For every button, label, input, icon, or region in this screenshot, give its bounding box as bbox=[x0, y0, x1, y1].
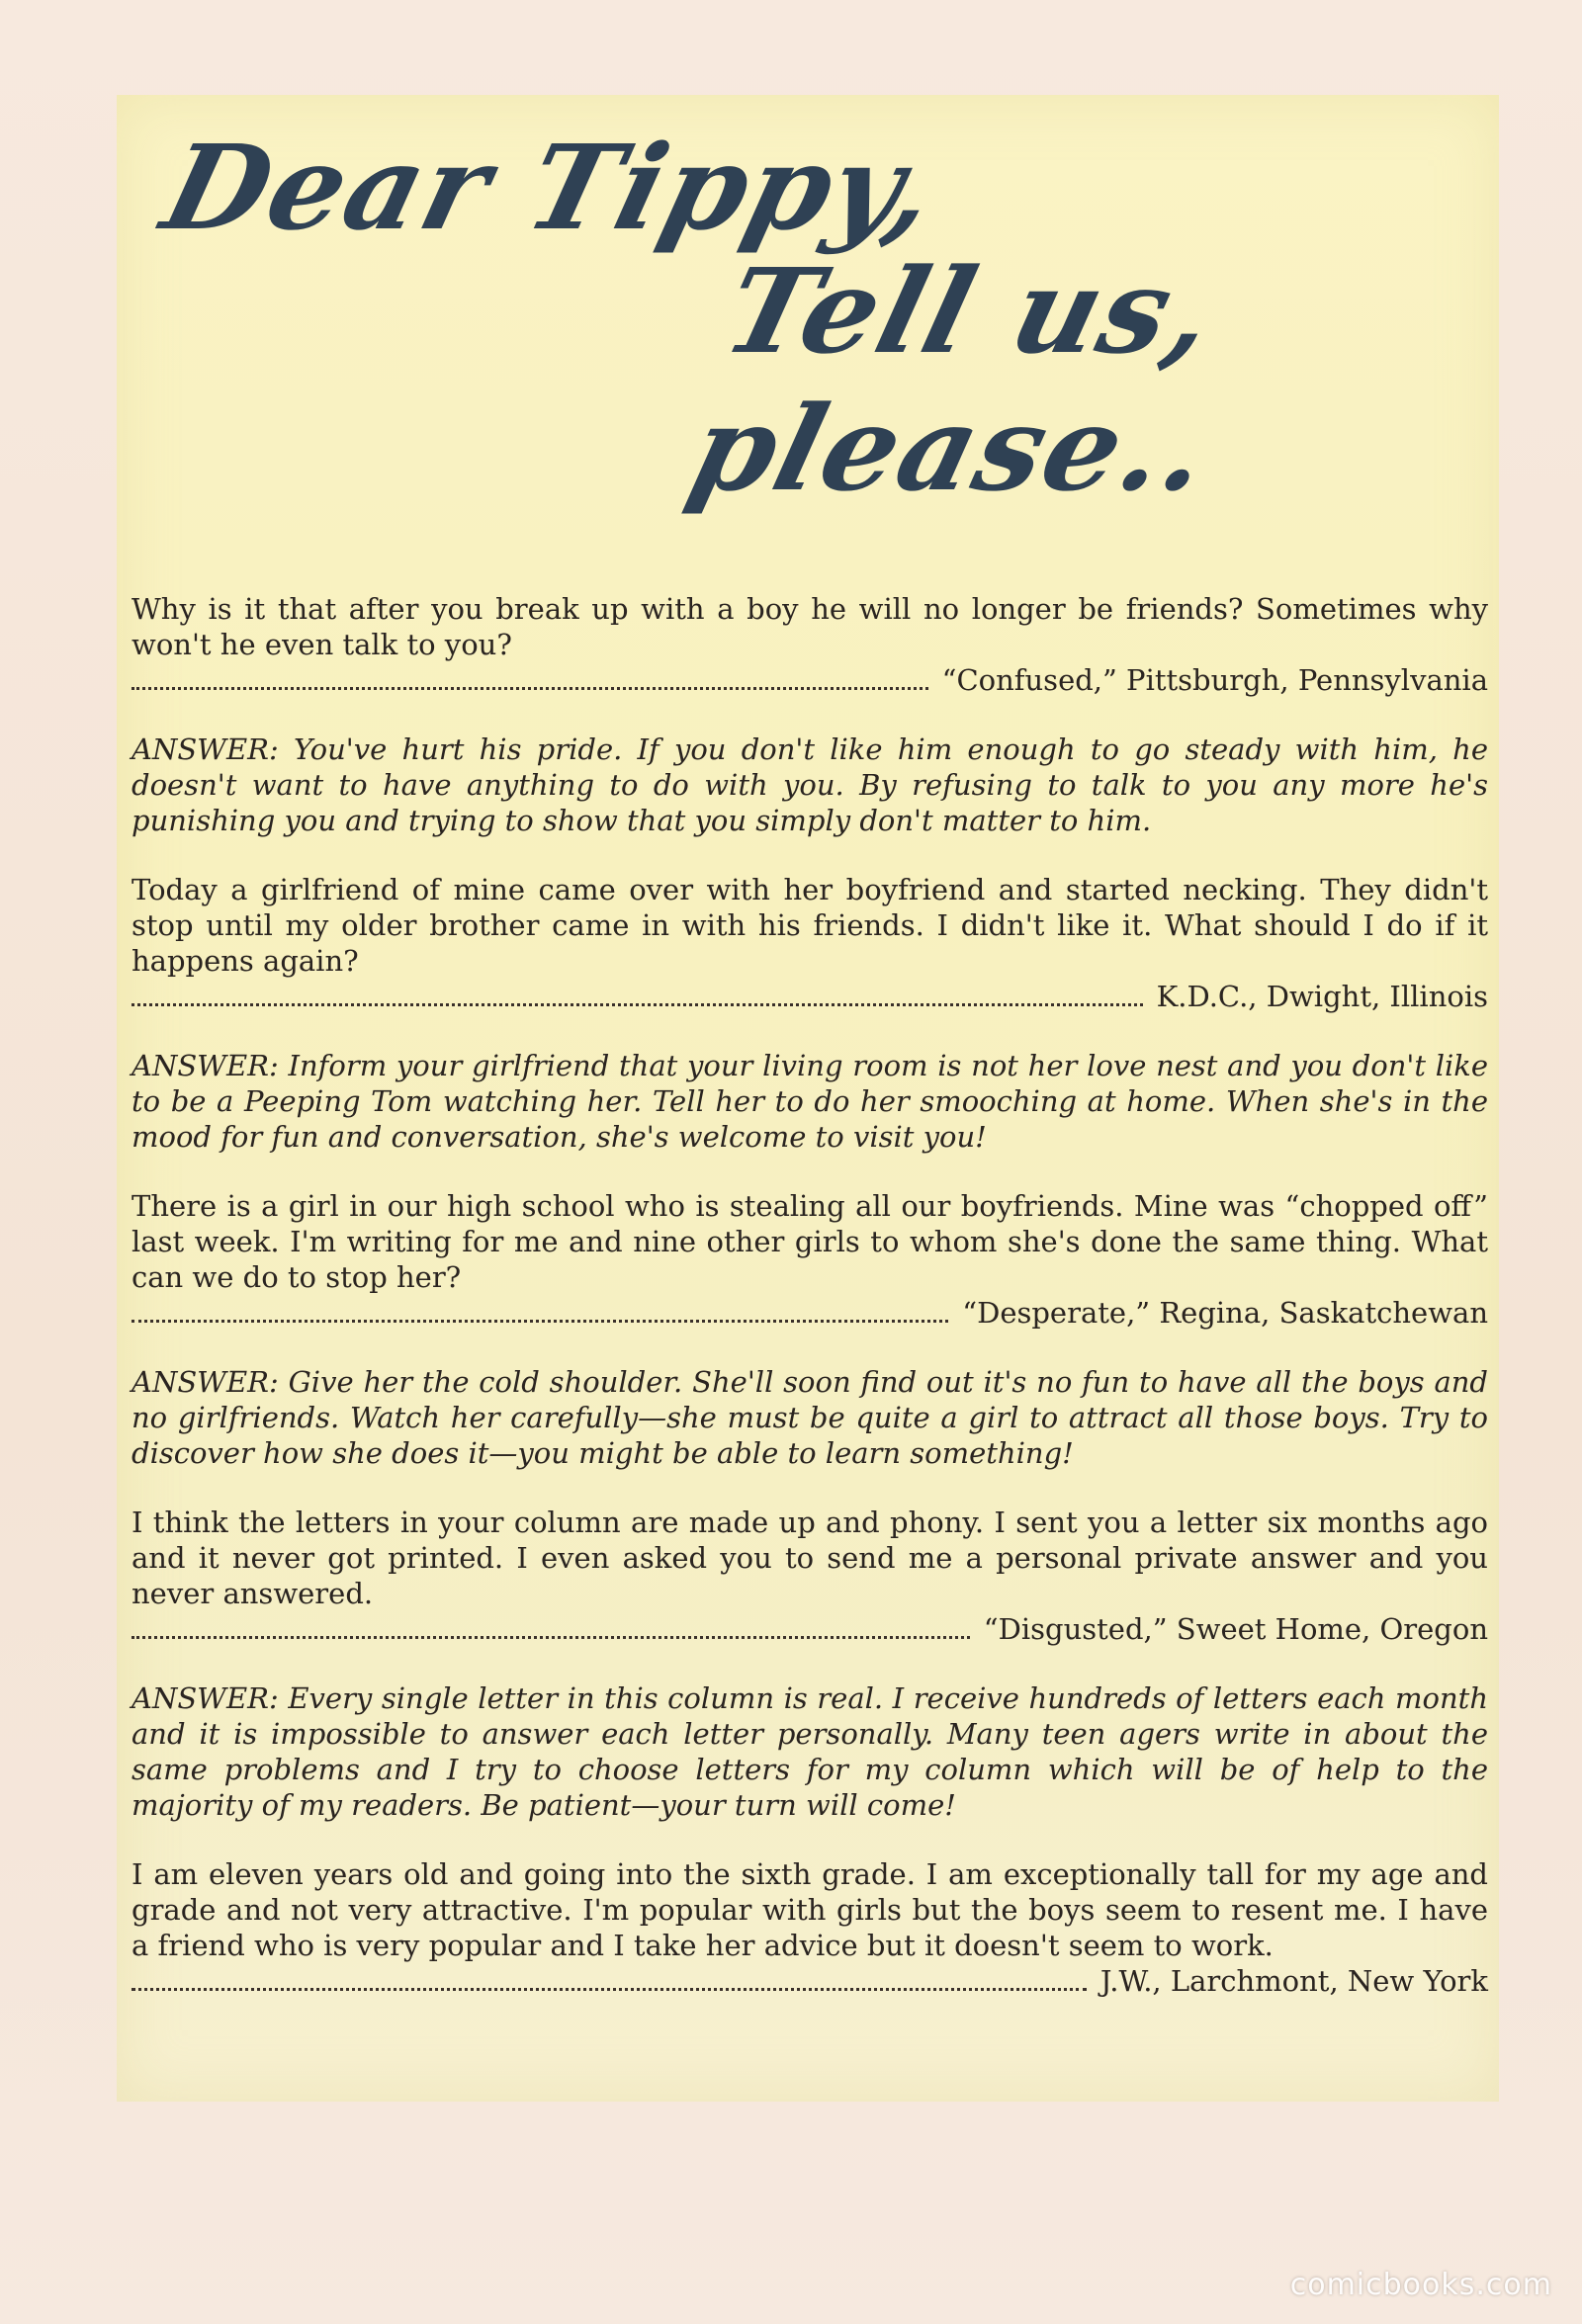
dotted-leader bbox=[132, 686, 928, 690]
letters-column bbox=[132, 591, 1488, 2032]
letter-signature: “Disgusted,” Sweet Home, Oregon bbox=[983, 1612, 1488, 1646]
heading-line-2: Tell us, please.. bbox=[677, 242, 1231, 517]
letter-text: Why is it that after you break up with a boy he will no longer be friends? Sometimes why won't he even talk to you? bbox=[132, 592, 1488, 661]
letter-signature: “Desperate,” Regina, Saskatchewan bbox=[962, 1296, 1488, 1330]
letter-signature: J.W., Larchmont, New York bbox=[1099, 1964, 1488, 1998]
answer-body: Inform your girlfriend that your living room is not her love nest and you don't like to be a Peeping Tom watching her. Tell her to do her smooching at home. When she's in the mood for fun and conversation, she's welcome to visit you! bbox=[132, 1049, 1489, 1154]
letter-signature-line bbox=[132, 1963, 1488, 1999]
letter-signature-line bbox=[132, 1295, 1488, 1331]
dotted-leader bbox=[132, 1987, 1087, 1991]
letter-entry-3 bbox=[132, 1188, 1488, 1471]
dotted-leader bbox=[132, 1002, 1143, 1006]
answer-text bbox=[132, 1680, 1488, 1823]
answer-label: ANSWER: bbox=[132, 732, 279, 766]
letter-signature-line bbox=[132, 979, 1488, 1014]
answer-text bbox=[132, 1048, 1488, 1155]
letter-text: Today a girlfriend of mine came over with her boyfriend and started necking. They didn't stop until my older brother came in with his friends. I didn't like it. What should I do if it happens again? bbox=[132, 873, 1488, 978]
letter-signature-line bbox=[132, 662, 1488, 698]
letter-entry-2 bbox=[132, 872, 1488, 1155]
letter-entry-1 bbox=[132, 591, 1488, 838]
answer-label: ANSWER: bbox=[132, 1681, 279, 1715]
letter-text: I am eleven years old and going into the sixth grade. I am exceptionally tall for my age and grade and not very attractive. I'm popular with girls but the boys seem to resent me. I have a friend who is very popular and I take her advice but it doesn't seem to work. bbox=[132, 1857, 1488, 1962]
letter-text: There is a girl in our high school who is stealing all our boyfriends. Mine was “chopped off” last week. I'm writing for me and nine other girls to whom she's done the same thing. What can we do to stop her? bbox=[132, 1189, 1488, 1294]
letter-signature: K.D.C., Dwight, Illinois bbox=[1156, 980, 1488, 1013]
letter-entry-5 bbox=[132, 1856, 1488, 1999]
answer-text bbox=[132, 732, 1488, 838]
answer-body: You've hurt his pride. If you don't like him enough to go steady with him, he doesn't want to have anything to do with you. By refusing to talk to you any more he's punishing you and trying to show that you simply don't matter to him. bbox=[132, 732, 1489, 837]
heading-line-1: Dear Tippy, bbox=[150, 119, 952, 256]
letter-text: I think the letters in your column are made up and phony. I sent you a letter six months ago and it never got printed. I even asked you to send me a personal private answer and you never answered. bbox=[132, 1506, 1488, 1610]
dotted-leader bbox=[132, 1319, 948, 1323]
answer-label: ANSWER: bbox=[132, 1049, 279, 1082]
answer-label: ANSWER: bbox=[132, 1365, 279, 1399]
letter-signature: “Confused,” Pittsburgh, Pennsylvania bbox=[941, 663, 1488, 697]
letter-signature-line bbox=[132, 1611, 1488, 1647]
letter-entry-4 bbox=[132, 1505, 1488, 1823]
site-watermark: comicbooks.com bbox=[1289, 2268, 1552, 2302]
dotted-leader bbox=[132, 1635, 970, 1639]
answer-body: Every single letter in this column is real. I receive hundreds of letters each month and it is impossible to answer each letter personally. Many teen agers write in about the same problems and I try to choose letters for my column which will be of help to the majority of my readers. Be patient—your turn will come! bbox=[132, 1681, 1489, 1822]
answer-text bbox=[132, 1364, 1488, 1471]
answer-body: Give her the cold shoulder. She'll soon find out it's no fun to have all the boys and no girlfriends. Watch her carefully—she must be quite a girl to attract all those boys. Try to discover how she does it—you might be able to learn something! bbox=[132, 1365, 1488, 1470]
